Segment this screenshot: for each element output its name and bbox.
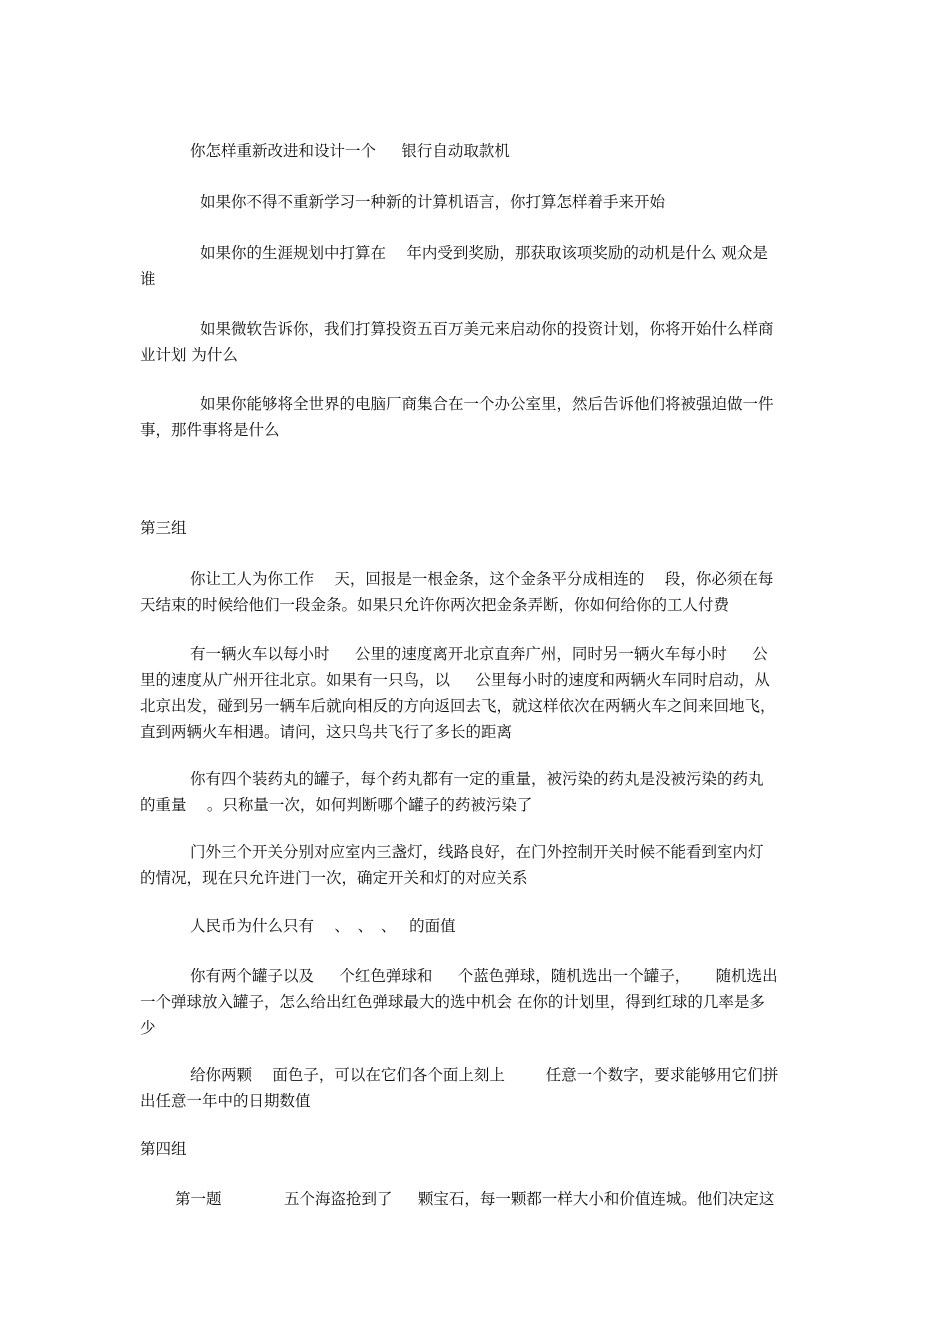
question-label: 第一题 <box>175 1190 222 1208</box>
text-line: 如果微软告诉你，我们打算投资五百万美元来启动你的投资计划，你将开始什么样商 <box>200 320 774 338</box>
question-pill-jars <box>140 766 812 818</box>
text-line: 北京出发，碰到另一辆车后就向相反的方向返回去飞，就这样依次在两辆火车之间来回地飞， <box>140 697 776 715</box>
text-line: 你有两个罐子以及 个红色弹球和 个蓝色弹球，随机选出一个罐子， 随机选出 <box>190 967 778 985</box>
text-line: 出任意一年中的日期数值 <box>140 1092 311 1110</box>
question-light-switches <box>140 839 812 891</box>
text-line: 如果你能够将全世界的电脑厂商集合在一个办公室里，然后告诉他们将被强迫做一件 <box>200 395 774 413</box>
question-pc-makers <box>140 391 812 443</box>
text-line: 天结束的时候给他们一段金条。如果只允许你两次把金条弄断，你如何给你的工人付费 <box>140 596 730 614</box>
question-career-award <box>140 240 812 292</box>
question-new-language: 如果你不得不重新学习一种新的计算机语言，你打算怎样着手来开始 <box>200 193 666 211</box>
question-marble-jars <box>140 963 812 1041</box>
text-line: 的重量 。只称量一次，如何判断哪个罐子的药被污染了 <box>140 796 533 814</box>
text-line: 你让工人为你工作 天，回报是一根金条，这个金条平分成相连的 段，你必须在每 <box>190 570 774 588</box>
section-heading-group3: 第三组 <box>140 519 187 537</box>
question-dice-dates <box>140 1062 812 1114</box>
text-line: 的情况，现在只允许进门一次，确定开关和灯的对应关系 <box>140 869 528 887</box>
section-heading-group4: 第四组 <box>140 1140 187 1158</box>
question-rmb-denominations: 人民币为什么只有 、 、 、 的面值 <box>190 917 456 935</box>
text-line: 一个弹球放入罐子，怎么给出红色弹球最大的选中机会 在你的计划里，得到红球的几率是多 <box>140 993 765 1011</box>
text-line: 有一辆火车以每小时 公里的速度离开北京直奔广州，同时另一辆火车每小时 公 <box>190 645 768 663</box>
text-line: 你有四个装药丸的罐子，每个药丸都有一定的重量，被污染的药丸是没被污染的药丸 <box>190 770 764 788</box>
question-microsoft-investment <box>140 316 812 368</box>
text-line: 门外三个开关分别对应室内三盏灯，线路良好，在门外控制开关时候不能看到室内灯 <box>190 843 764 861</box>
text-line: 给你两颗 面色子，可以在它们各个面上刻上 任意一个数字，要求能够用它们拼 <box>190 1066 779 1084</box>
question-atm: 你怎样重新改进和设计一个 银行自动取款机 <box>190 142 510 160</box>
text-line: 业计划 为什么 <box>140 346 238 364</box>
question-pirates-gems: 五个海盗抢到了 颗宝石，每一颗都一样大小和价值连城。他们决定这 <box>284 1190 775 1208</box>
text-line: 如果你的生涯规划中打算在 年内受到奖励，那获取该项奖励的动机是什么 观众是 <box>200 244 768 262</box>
text-line: 事，那件事将是什么 <box>140 421 280 439</box>
text-line: 里的速度从广州开往北京。如果有一只鸟，以 公里每小时的速度和两辆火车同时启动，从 <box>140 671 770 689</box>
question-gold-bar <box>140 566 812 618</box>
text-line: 少 <box>140 1019 156 1037</box>
text-line: 直到两辆火车相遇。请问，这只鸟共飞行了多长的距离 <box>140 723 513 741</box>
question-trains-bird <box>140 641 812 745</box>
text-line: 谁 <box>140 270 156 288</box>
